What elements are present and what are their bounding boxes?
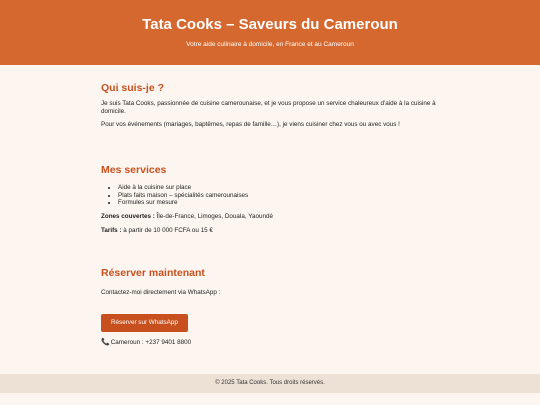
phone-line xyxy=(101,339,441,347)
zones-line xyxy=(101,213,441,221)
services-heading: Mes services xyxy=(101,164,167,176)
service-item: • Aide à la cuisine sur place xyxy=(118,184,441,192)
site-header xyxy=(0,0,540,65)
service-item: • Formules sur mesure xyxy=(118,199,441,207)
whatsapp-booking-button[interactable]: Réserver sur WhatsApp xyxy=(101,314,188,332)
booking-heading: Réserver maintenant xyxy=(101,267,205,279)
tarifs-label: Tarifs : xyxy=(101,226,122,234)
main-content xyxy=(0,65,540,374)
phone-number: Cameroun : +237 9401 8800 xyxy=(110,339,192,346)
site-subtitle: Votre aide culinaire à domicile, en France et au Cameroun xyxy=(186,41,354,48)
site-footer xyxy=(0,374,540,393)
booking-section xyxy=(101,267,441,347)
services-section xyxy=(101,164,441,235)
tarifs-line xyxy=(101,227,441,235)
about-paragraph-events: Pour vos événements (mariages, baptêmes, repas de famille…), je viens cuisiner chez vous ou avec vous ! xyxy=(101,121,400,128)
site-title: Tata Cooks – Saveurs du Cameroun xyxy=(142,16,398,33)
service-item: • Plats faits maison – spécialités camerounaises xyxy=(118,192,441,200)
about-heading: Qui suis-je ? xyxy=(101,82,165,94)
about-paragraph-intro: Je suis Tata Cooks, passionnée de cuisine camerounaise, et je vous propose un service chaleureux d'aide à la cuisine à domicile. xyxy=(101,100,436,115)
zones-label: Zones couvertes : xyxy=(101,212,155,220)
booking-text: Contactez-moi directement via WhatsApp : xyxy=(101,289,221,296)
tarifs-value: à partir de 10 000 FCFA ou 15 € xyxy=(121,226,213,234)
footer-copyright: © 2025 Tata Cooks. Tous droits réservés. xyxy=(215,380,325,386)
about-section xyxy=(101,82,441,129)
phone-icon: 📞 xyxy=(101,339,110,346)
zones-value: Île-de-France, Limoges, Douala, Yaoundé xyxy=(154,212,273,220)
services-list xyxy=(101,184,441,207)
